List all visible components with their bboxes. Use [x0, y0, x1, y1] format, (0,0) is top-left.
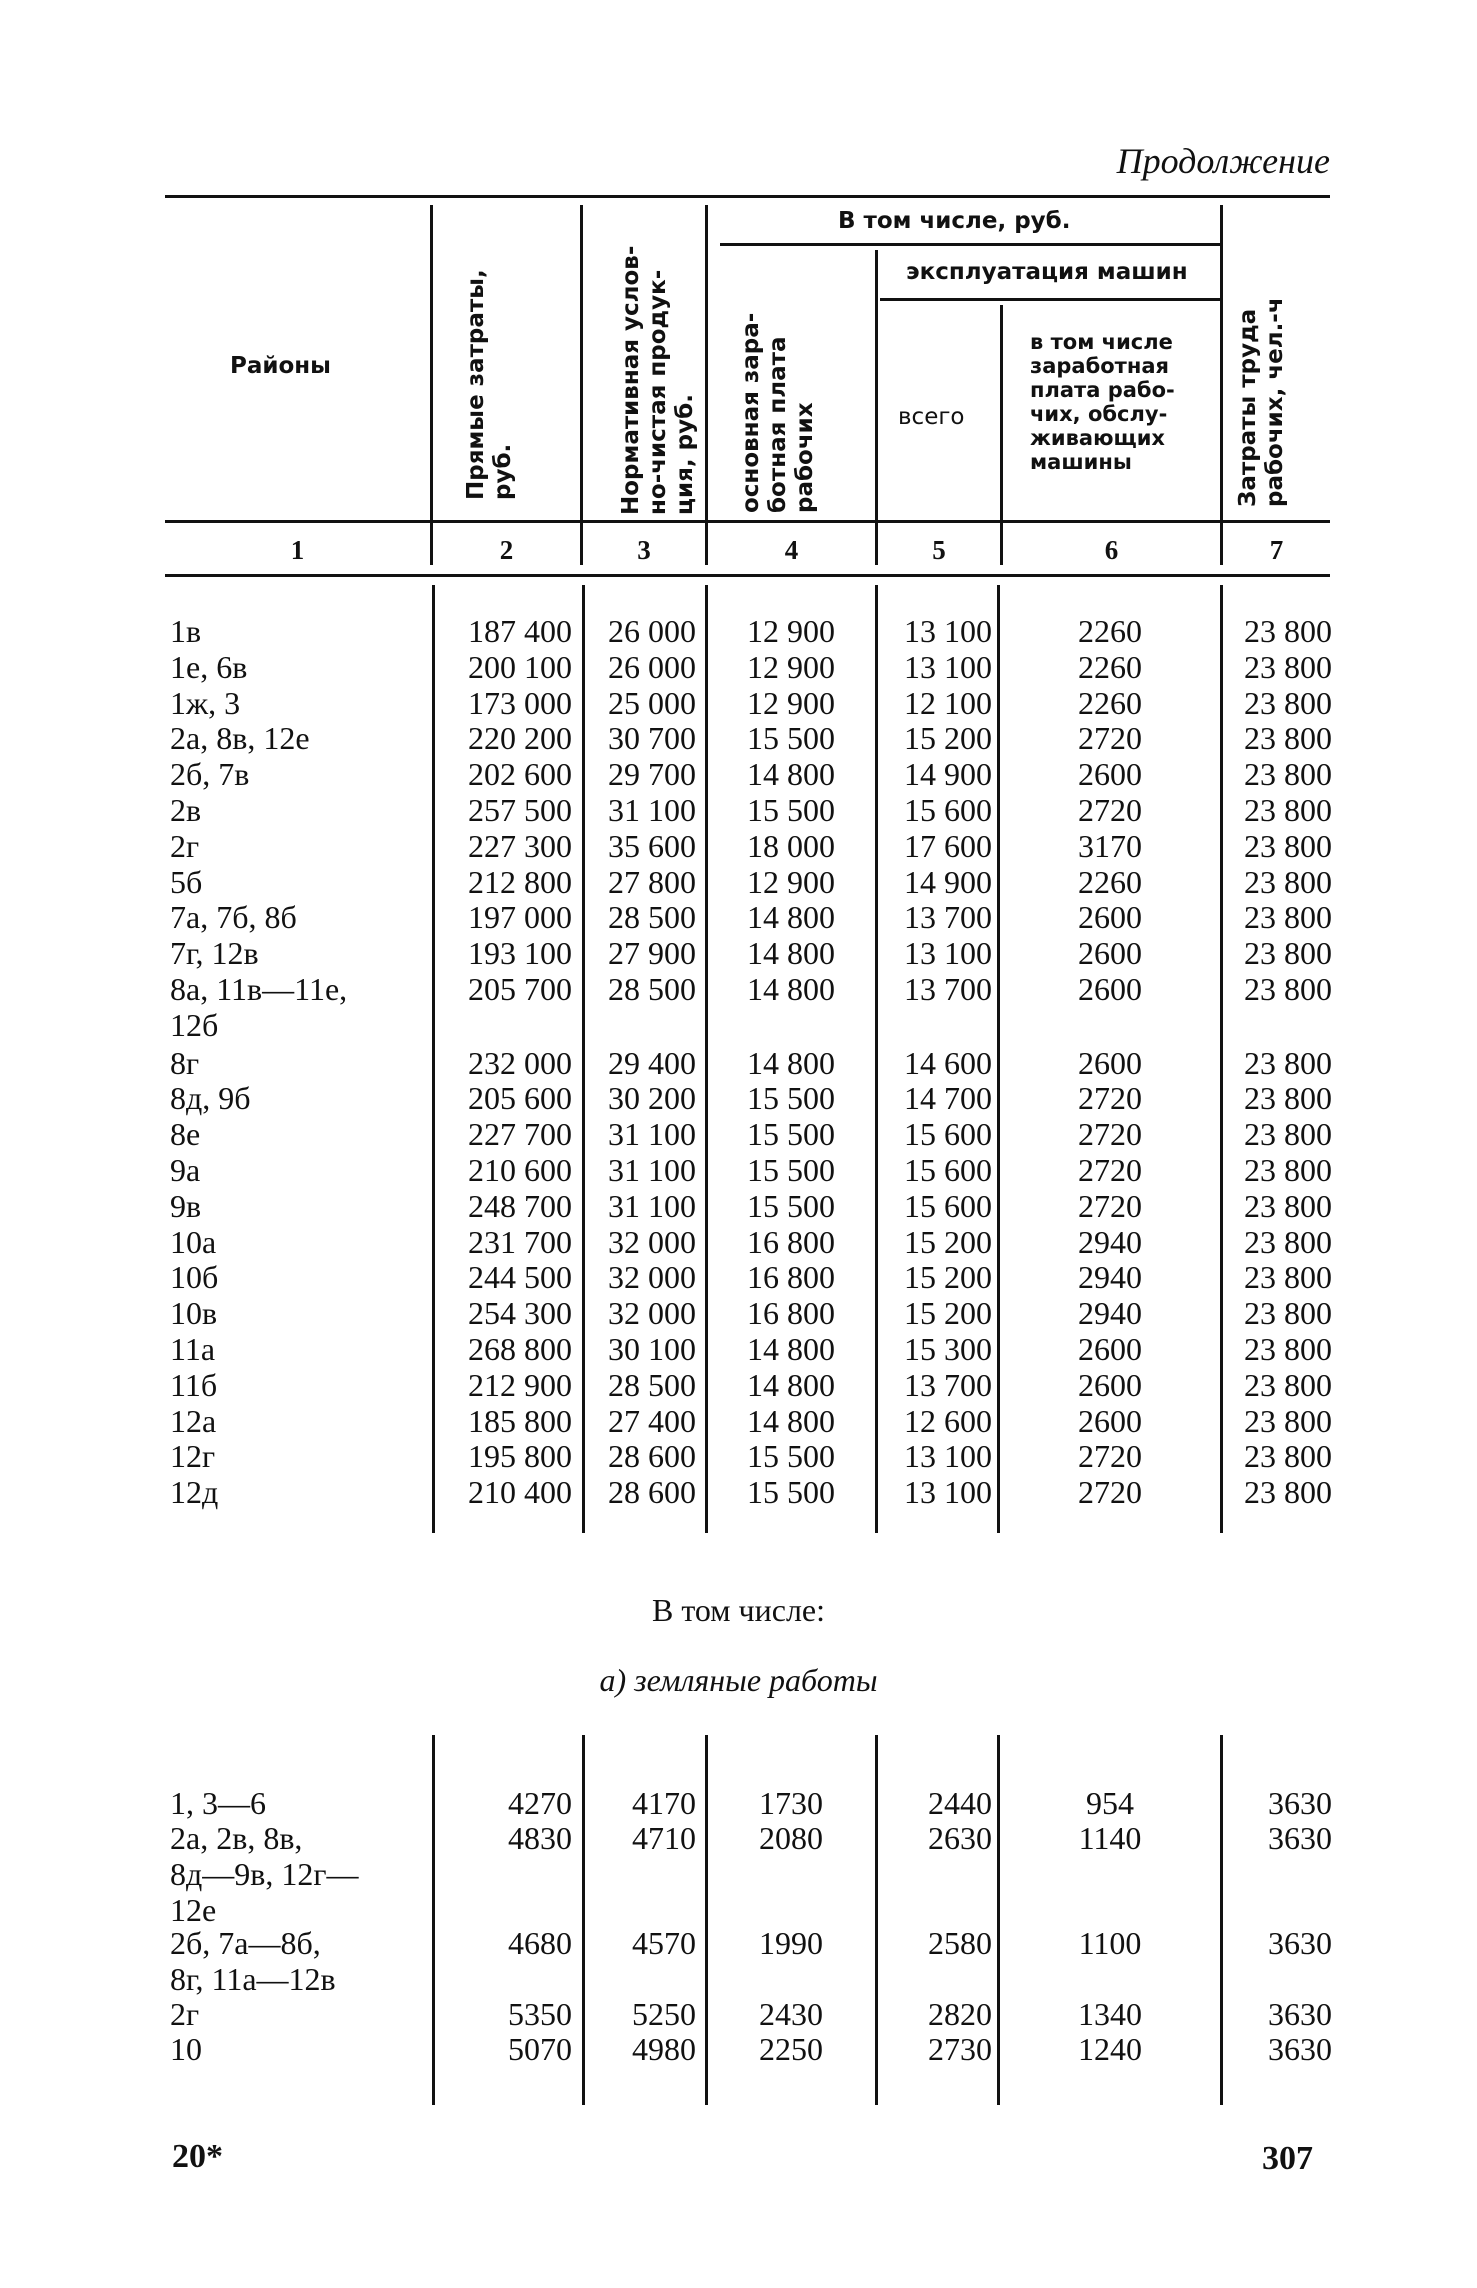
- main-cell-1-col4: 12 900: [747, 648, 835, 685]
- earth-cell-4-col6: 1240: [1078, 2030, 1142, 2067]
- main-cell-5-col7: 23 800: [1244, 792, 1332, 828]
- earth-cell-3-col5: 2820: [928, 1996, 992, 2032]
- main-cell-22-col7: 23 800: [1244, 1438, 1332, 1475]
- main-cell-15-col3: 31 100: [608, 1187, 696, 1224]
- main-cell-2-col7: 23 800: [1244, 684, 1332, 721]
- main-cell-21-col7: 23 800: [1244, 1402, 1332, 1439]
- main-cell-15-col2: 248 700: [468, 1187, 572, 1224]
- main-cell-4-col6: 2600: [1078, 756, 1142, 793]
- earth-vline-4: [875, 1735, 878, 2105]
- main-cell-3-col6: 2720: [1078, 720, 1142, 757]
- earth-cell-2-col5: 2580: [928, 1925, 992, 1961]
- body-vline-1: [432, 585, 435, 1533]
- main-cell-0-col5: 13 100: [904, 613, 992, 649]
- main-cell-1-col7: 23 800: [1244, 648, 1332, 685]
- main-cell-1-col5: 13 100: [904, 648, 992, 685]
- main-cell-20-col3: 28 500: [608, 1366, 696, 1403]
- main-cell-23-col2: 210 400: [468, 1474, 572, 1511]
- main-cell-2-col3: 25 000: [608, 684, 696, 721]
- main-cell-3-col2: 220 200: [468, 720, 572, 757]
- main-cell-15-col6: 2720: [1078, 1187, 1142, 1224]
- main-region-23: 12д: [170, 1474, 219, 1511]
- main-cell-17-col7: 23 800: [1244, 1259, 1332, 1296]
- main-cell-8-col2: 197 000: [468, 899, 572, 936]
- main-cell-21-col3: 27 400: [608, 1402, 696, 1439]
- main-cell-0-col4: 12 900: [747, 613, 835, 649]
- header-direct-costs: Прямые затраты, руб.: [463, 269, 516, 500]
- main-region-14: 9а: [170, 1152, 201, 1188]
- header-bottom-rule: [165, 520, 1330, 523]
- header-top-rule: [165, 195, 1330, 198]
- main-cell-23-col5: 13 100: [904, 1474, 992, 1511]
- main-cell-17-col2: 244 500: [468, 1259, 572, 1296]
- main-cell-6-col5: 17 600: [904, 827, 992, 864]
- main-cell-17-col4: 16 800: [747, 1259, 835, 1296]
- header-regions: Районы: [230, 353, 331, 379]
- main-cell-7-col6: 2260: [1078, 863, 1142, 900]
- main-cell-20-col6: 2600: [1078, 1366, 1142, 1403]
- earth-cell-1-col7: 3630: [1268, 1819, 1332, 1856]
- main-cell-8-col3: 28 500: [608, 899, 696, 936]
- main-cell-20-col5: 13 700: [904, 1366, 992, 1403]
- main-region-4: 2б, 7в: [170, 756, 250, 793]
- earth-vline-2: [582, 1735, 585, 2105]
- colnum-1: 1: [290, 535, 305, 565]
- main-cell-6-col3: 35 600: [608, 827, 696, 864]
- main-cell-19-col6: 2600: [1078, 1331, 1142, 1367]
- main-cell-5-col4: 15 500: [747, 792, 835, 828]
- main-cell-18-col3: 32 000: [608, 1295, 696, 1332]
- main-cell-15-col5: 15 600: [904, 1187, 992, 1224]
- main-cell-10-col7: 23 800: [1244, 971, 1332, 1007]
- main-cell-22-col4: 15 500: [747, 1438, 835, 1475]
- continuation-label: Продолжение: [1116, 141, 1330, 181]
- header-vline-6: [1220, 205, 1223, 565]
- main-cell-6-col7: 23 800: [1244, 827, 1332, 864]
- body-vline-6: [1220, 585, 1223, 1533]
- earth-region-3: 2г: [170, 1996, 200, 2032]
- main-cell-19-col5: 15 300: [904, 1331, 992, 1367]
- main-cell-20-col7: 23 800: [1244, 1366, 1332, 1403]
- main-cell-19-col4: 14 800: [747, 1331, 835, 1367]
- main-cell-17-col3: 32 000: [608, 1259, 696, 1296]
- main-region-9: 7г, 12в: [170, 935, 259, 972]
- main-region-6: 2г: [170, 827, 200, 864]
- main-cell-14-col3: 31 100: [608, 1152, 696, 1188]
- earth-cell-2-col7: 3630: [1268, 1925, 1332, 1961]
- main-cell-14-col4: 15 500: [747, 1152, 835, 1188]
- main-cell-17-col5: 15 200: [904, 1259, 992, 1296]
- header-vline-5: [1000, 305, 1003, 565]
- main-cell-5-col2: 257 500: [468, 792, 572, 828]
- main-cell-7-col5: 14 900: [904, 863, 992, 900]
- main-cell-6-col2: 227 300: [468, 827, 572, 864]
- earth-cell-0-col2: 4270: [508, 1785, 572, 1821]
- main-cell-3-col4: 15 500: [747, 720, 835, 757]
- main-cell-18-col4: 16 800: [747, 1295, 835, 1332]
- main-region-22: 12г: [170, 1438, 216, 1475]
- main-cell-22-col2: 195 800: [468, 1438, 572, 1475]
- earth-cell-0-col4: 1730: [759, 1785, 823, 1821]
- earth-cell-1-col4: 2080: [759, 1819, 823, 1856]
- main-cell-9-col2: 193 100: [468, 935, 572, 972]
- main-cell-8-col5: 13 700: [904, 899, 992, 936]
- main-region-21: 12а: [170, 1402, 217, 1439]
- main-cell-22-col3: 28 600: [608, 1438, 696, 1475]
- colnum-6: 6: [1104, 535, 1119, 565]
- main-region-7: 5б: [170, 863, 203, 900]
- main-cell-21-col4: 14 800: [747, 1402, 835, 1439]
- main-region-17: 10б: [170, 1259, 219, 1296]
- main-cell-13-col3: 31 100: [608, 1116, 696, 1153]
- subsection-title: а) земляные работы: [599, 1662, 878, 1698]
- earth-cell-2-col4: 1990: [759, 1925, 823, 1961]
- header-vline-4: [875, 250, 878, 565]
- earth-cell-0-col3: 4170: [632, 1785, 696, 1821]
- earth-region-1: 2а, 2в, 8в, 8д—9в, 12г— 12е: [170, 1819, 359, 1928]
- main-cell-2-col4: 12 900: [747, 684, 835, 721]
- earth-cell-4-col2: 5070: [508, 2030, 572, 2067]
- main-cell-7-col2: 212 800: [468, 863, 572, 900]
- earth-cell-2-col2: 4680: [508, 1925, 572, 1961]
- header-vline-2: [580, 205, 583, 565]
- main-cell-10-col3: 28 500: [608, 971, 696, 1007]
- main-region-13: 8е: [170, 1116, 201, 1153]
- main-region-19: 11а: [170, 1331, 216, 1367]
- main-cell-13-col5: 15 600: [904, 1116, 992, 1153]
- main-cell-23-col6: 2720: [1078, 1474, 1142, 1511]
- main-cell-7-col4: 12 900: [747, 863, 835, 900]
- main-region-12: 8д, 9б: [170, 1080, 251, 1117]
- main-cell-1-col2: 200 100: [468, 648, 572, 685]
- earth-cell-3-col6: 1340: [1078, 1996, 1142, 2032]
- main-cell-20-col2: 212 900: [468, 1366, 572, 1403]
- main-region-20: 11б: [170, 1366, 218, 1403]
- header-total: всего: [898, 404, 965, 430]
- earth-vline-6: [1220, 1735, 1223, 2105]
- main-cell-16-col3: 32 000: [608, 1223, 696, 1260]
- main-region-16: 10а: [170, 1223, 217, 1260]
- main-cell-17-col6: 2940: [1078, 1259, 1142, 1296]
- body-vline-2: [582, 585, 585, 1533]
- main-cell-2-col2: 173 000: [468, 684, 572, 721]
- earth-region-4: 10: [170, 2030, 202, 2067]
- main-region-5: 2в: [170, 792, 202, 828]
- earth-cell-1-col3: 4710: [632, 1819, 696, 1856]
- main-cell-6-col6: 3170: [1078, 827, 1142, 864]
- main-cell-13-col7: 23 800: [1244, 1116, 1332, 1153]
- main-cell-5-col3: 31 100: [608, 792, 696, 828]
- main-cell-16-col6: 2940: [1078, 1223, 1142, 1260]
- main-cell-4-col2: 202 600: [468, 756, 572, 793]
- main-region-8: 7а, 7б, 8б: [170, 899, 297, 936]
- earth-cell-3-col3: 5250: [632, 1996, 696, 2032]
- main-cell-0-col6: 2260: [1078, 613, 1142, 649]
- body-vline-4: [875, 585, 878, 1533]
- earth-cell-1-col6: 1140: [1078, 1819, 1142, 1856]
- earth-cell-3-col2: 5350: [508, 1996, 572, 2032]
- earth-region-0: 1, 3—6: [170, 1785, 266, 1821]
- earth-cell-0-col7: 3630: [1268, 1785, 1332, 1821]
- main-cell-3-col3: 30 700: [608, 720, 696, 757]
- earth-cell-1-col2: 4830: [508, 1819, 572, 1856]
- main-cell-19-col2: 268 800: [468, 1331, 572, 1367]
- main-cell-7-col7: 23 800: [1244, 863, 1332, 900]
- main-cell-21-col2: 185 800: [468, 1402, 572, 1439]
- body-vline-5: [997, 585, 1000, 1533]
- main-cell-4-col5: 14 900: [904, 756, 992, 793]
- main-cell-18-col7: 23 800: [1244, 1295, 1332, 1332]
- earth-vline-3: [705, 1735, 708, 2105]
- earth-cell-4-col3: 4980: [632, 2030, 696, 2067]
- main-cell-19-col7: 23 800: [1244, 1331, 1332, 1367]
- main-cell-16-col7: 23 800: [1244, 1223, 1332, 1260]
- colnum-3: 3: [637, 535, 651, 565]
- colnum-4: 4: [784, 535, 799, 565]
- main-cell-15-col4: 15 500: [747, 1187, 835, 1224]
- subheader-rule-including: [720, 243, 1220, 246]
- main-cell-9-col4: 14 800: [747, 935, 835, 972]
- main-region-11: 8г: [170, 1044, 200, 1081]
- header-including-wage: в том числе заработная плата рабо- чих, обслу- живающих машины: [1030, 330, 1175, 474]
- main-cell-5-col6: 2720: [1078, 792, 1142, 828]
- main-cell-16-col5: 15 200: [904, 1223, 992, 1260]
- earth-cell-3-col4: 2430: [759, 1996, 823, 2032]
- main-cell-3-col7: 23 800: [1244, 720, 1332, 757]
- earth-vline-5: [997, 1735, 1000, 2105]
- main-cell-9-col6: 2600: [1078, 935, 1142, 972]
- header-machine-operation: эксплуатация машин: [906, 259, 1188, 285]
- main-cell-12-col3: 30 200: [608, 1080, 696, 1117]
- main-cell-12-col7: 23 800: [1244, 1080, 1332, 1117]
- main-cell-13-col4: 15 500: [747, 1116, 835, 1153]
- main-cell-9-col5: 13 100: [904, 935, 992, 972]
- earth-cell-4-col4: 2250: [759, 2030, 823, 2067]
- earth-cell-0-col6: 954: [1086, 1785, 1134, 1821]
- main-cell-12-col4: 15 500: [747, 1080, 835, 1117]
- main-cell-23-col4: 15 500: [747, 1474, 835, 1511]
- main-cell-6-col4: 18 000: [747, 827, 835, 864]
- earth-cell-1-col5: 2630: [928, 1819, 992, 1856]
- main-cell-14-col6: 2720: [1078, 1152, 1142, 1188]
- main-cell-18-col2: 254 300: [468, 1295, 572, 1332]
- header-vline-1: [430, 205, 433, 565]
- main-cell-13-col2: 227 700: [468, 1116, 572, 1153]
- main-region-2: 1ж, 3: [170, 684, 241, 721]
- main-region-0: 1в: [170, 613, 202, 649]
- main-cell-2-col6: 2260: [1078, 684, 1142, 721]
- main-cell-12-col6: 2720: [1078, 1080, 1142, 1117]
- main-cell-11-col7: 23 800: [1244, 1044, 1332, 1081]
- main-cell-11-col3: 29 400: [608, 1044, 696, 1081]
- main-cell-8-col4: 14 800: [747, 899, 835, 936]
- earth-vline-1: [432, 1735, 435, 2105]
- page-number: 307: [1262, 2140, 1313, 2177]
- main-cell-4-col4: 14 800: [747, 756, 835, 793]
- main-region-10: 8а, 11в—11е, 12б: [170, 971, 348, 1043]
- including-label: В том числе:: [651, 1592, 826, 1628]
- main-cell-4-col3: 29 700: [608, 756, 696, 793]
- earth-region-2: 2б, 7а—8б, 8г, 11а—12в: [170, 1925, 336, 1997]
- main-region-1: 1е, 6в: [170, 648, 248, 685]
- earth-cell-0-col5: 2440: [928, 1785, 992, 1821]
- main-region-15: 9в: [170, 1187, 202, 1224]
- main-cell-11-col2: 232 000: [468, 1044, 572, 1081]
- main-cell-8-col6: 2600: [1078, 899, 1142, 936]
- colnum-2: 2: [499, 535, 514, 565]
- main-cell-3-col5: 15 200: [904, 720, 992, 757]
- main-cell-1-col6: 2260: [1078, 648, 1142, 685]
- header-normative-output: Нормативная услов- но-чистая продук- ция, руб.: [618, 245, 698, 515]
- main-cell-9-col7: 23 800: [1244, 935, 1332, 972]
- body-vline-3: [705, 585, 708, 1533]
- header-base-wage: основная зара- ботная плата рабочих: [738, 312, 818, 513]
- main-cell-16-col4: 16 800: [747, 1223, 835, 1260]
- colnum-7: 7: [1269, 535, 1284, 565]
- colnum-5: 5: [932, 535, 946, 565]
- main-cell-23-col3: 28 600: [608, 1474, 696, 1511]
- header-labor-costs: Затраты труда рабочих, чел.-ч: [1235, 297, 1288, 507]
- main-cell-18-col5: 15 200: [904, 1295, 992, 1332]
- earth-cell-4-col7: 3630: [1268, 2030, 1332, 2067]
- main-cell-21-col5: 12 600: [904, 1402, 992, 1439]
- header-including-rub: В том числе, руб.: [838, 208, 1071, 234]
- main-cell-5-col5: 15 600: [904, 792, 992, 828]
- main-cell-1-col3: 26 000: [608, 648, 696, 685]
- main-cell-10-col6: 2600: [1078, 971, 1142, 1007]
- main-cell-11-col5: 14 600: [904, 1044, 992, 1081]
- main-cell-10-col2: 205 700: [468, 971, 572, 1007]
- earth-cell-2-col6: 1100: [1078, 1925, 1142, 1961]
- main-cell-22-col6: 2720: [1078, 1438, 1142, 1475]
- main-cell-23-col7: 23 800: [1244, 1474, 1332, 1511]
- main-cell-12-col5: 14 700: [904, 1080, 992, 1117]
- main-cell-18-col6: 2940: [1078, 1295, 1142, 1332]
- colnum-bottom-rule: [165, 574, 1330, 577]
- main-cell-0-col3: 26 000: [608, 613, 696, 649]
- main-cell-11-col4: 14 800: [747, 1044, 835, 1081]
- main-cell-15-col7: 23 800: [1244, 1187, 1332, 1224]
- main-cell-11-col6: 2600: [1078, 1044, 1142, 1081]
- main-cell-9-col3: 27 900: [608, 935, 696, 972]
- main-cell-8-col7: 23 800: [1244, 899, 1332, 936]
- main-cell-13-col6: 2720: [1078, 1116, 1142, 1153]
- main-cell-14-col7: 23 800: [1244, 1152, 1332, 1188]
- main-cell-20-col4: 14 800: [747, 1366, 835, 1403]
- main-region-18: 10в: [170, 1295, 218, 1332]
- main-cell-22-col5: 13 100: [904, 1438, 992, 1475]
- subheader-rule-machines: [880, 298, 1220, 301]
- signature-mark: 20*: [172, 2138, 223, 2175]
- main-cell-10-col4: 14 800: [747, 971, 835, 1007]
- earth-cell-2-col3: 4570: [632, 1925, 696, 1961]
- earth-cell-4-col5: 2730: [928, 2030, 992, 2067]
- main-cell-16-col2: 231 700: [468, 1223, 572, 1260]
- main-region-3: 2а, 8в, 12е: [170, 720, 310, 757]
- main-cell-0-col2: 187 400: [468, 613, 572, 649]
- main-cell-10-col5: 13 700: [904, 971, 992, 1007]
- main-cell-21-col6: 2600: [1078, 1402, 1142, 1439]
- main-cell-19-col3: 30 100: [608, 1331, 696, 1367]
- main-cell-0-col7: 23 800: [1244, 613, 1332, 649]
- main-cell-14-col2: 210 600: [468, 1152, 572, 1188]
- earth-cell-3-col7: 3630: [1268, 1996, 1332, 2032]
- main-cell-4-col7: 23 800: [1244, 756, 1332, 793]
- main-cell-14-col5: 15 600: [904, 1152, 992, 1188]
- main-cell-7-col3: 27 800: [608, 863, 696, 900]
- main-cell-12-col2: 205 600: [468, 1080, 572, 1117]
- main-cell-2-col5: 12 100: [904, 684, 992, 721]
